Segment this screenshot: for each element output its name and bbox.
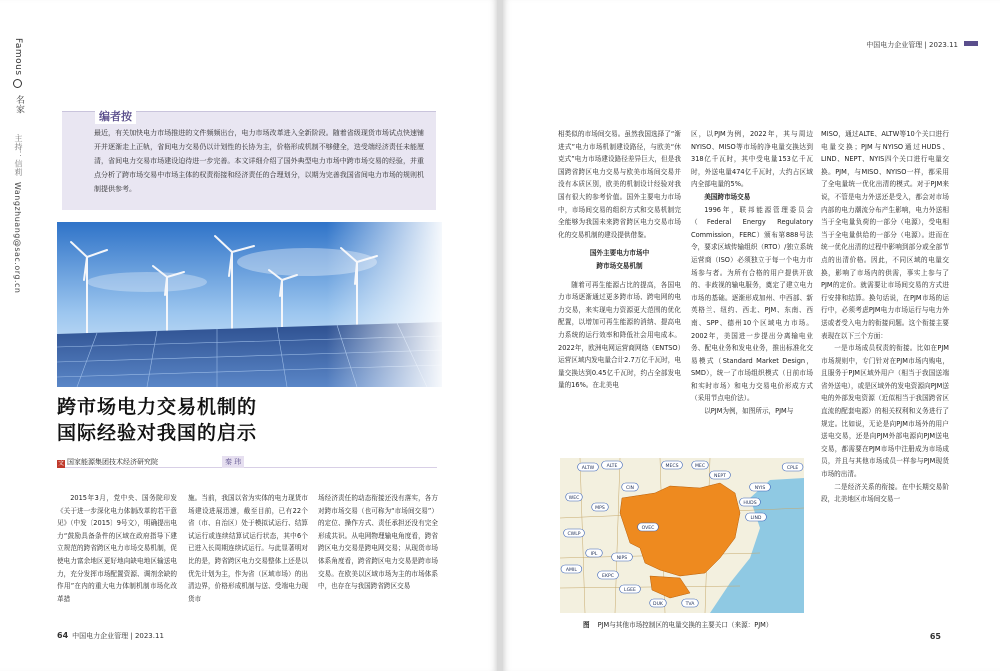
svg-text:NIPS: NIPS — [616, 556, 628, 562]
paragraph: 以PJM为例，如图所示，PJM与 — [704, 407, 794, 416]
svg-text:CIN: CIN — [626, 486, 634, 492]
paragraph: MISO，通过ALTE、ALTW等10个关口进行电量交换；PJM与NYISO通过HUDS、LIND、NEPT、NYIS四个关口进行电量交换。PJM，与MISO、NYISO一样，都采用了全电量统一优化出清的模式。对于PJM来说，不管是电力外送还是受入，都会对市场内部的电力潮流分布产生影响，电力外送相当于全电量负荷的一部分（电源），受电相当于全电量供给的一部分（电源）。进而在统一优化出清的过程中影响到部分或全部节点的出清价格。因此，不同区域的电量交换，影响了市场内的供需，事实上参与了PJM的定价。就需要让市场间交易的方式进行安排和结算。换句话说，在PJM市场的运行中，必须考虑PJM电力市场运行与电力外送或者受入电力的衔接问题。这个衔接主要表现在以下三个方面： — [821, 130, 949, 340]
map-tag-wec — [566, 493, 583, 501]
right-folio — [930, 632, 945, 641]
map-tag-ekpc — [598, 571, 619, 579]
right-column-1 — [558, 128, 681, 450]
map-tag-huds — [740, 498, 761, 506]
page-number: 65 — [929, 632, 941, 641]
paragraph: 相类似的市场间交易。虽然我国选择了“渐进式”电力市场机制建设路径，与欧美“休克式”电力市场建设路径差异巨大，但是我国跨省跨区电力交易与欧美市场间交易并没有本质区别，欧美的机制设计经验对我国有很大的参考价值。国外主要电力市场中，市场间交易的组织方式和交易机制完全能够为我国未来跨省跨区电力交易市场化的交易机制的建设提供借鉴。 — [558, 130, 681, 239]
paragraph: 随着可再生能源占比的提高，各国电力市场逐渐通过更多跨市场、跨电网的电力交易，来实现电力资源更大范围的优化配置，以增加可再生能源的消纳、提高电力系统的运行效率和降低社会用电成本。2022年，欧洲电网运营商网络（ENTSO）运营区域内发电量合计2.7万亿千瓦时，电量交换达到0.45亿千瓦时，约占全部发电量的16%。在北美电 — [558, 280, 681, 390]
svg-text:DUK: DUK — [653, 602, 663, 608]
svg-text:NYIS: NYIS — [754, 486, 766, 492]
page-number: 64 — [57, 631, 69, 640]
svg-text:HUDS: HUDS — [743, 501, 757, 507]
map-tag-lgee — [620, 585, 641, 593]
map-tag-alte — [602, 461, 623, 469]
paragraph: 场经济责任的动态衔接还没有落实，各方对跨市场交易（也可称为“市场间交易”）的定位、操作方式、责任承担还没有完全形成共识。从电网物理输电角度看，跨省跨区电力交易是跨电网交易；从现货市场体系角度看，跨省跨区电力交易是跨市场交易。在欧美以区域市场为主的市场体系中，也存在与我国跨省跨区交易 — [318, 494, 438, 591]
article-title — [57, 394, 257, 446]
editor-note-text: 最近，有关加快电力市场推进的文件频频出台，电力市场改革进入全新阶段。随着省级现货市场试点快速铺开并逐渐走上正轨，省间电力交易仍以计划性的长协为主，价格形成机制不够健全，迭受端经济责任未能厘清，省间电力交易市场建设迫待进一步完善。本文详细介绍了国外典型电力市场中跨市场交易的经验，并重点分析了跨市场交易中市场主体的权责衔接和经济责任的合理划分，以期为完善我国省间电力市场的规则机制提供参考。 — [94, 129, 424, 193]
section-heading-1: 国外主要电力市场中 — [589, 249, 650, 258]
map-tag-duk — [650, 599, 667, 607]
org-mark: 文 — [57, 460, 64, 467]
author-org — [57, 457, 158, 468]
svg-text:MEC: MEC — [694, 464, 706, 470]
svg-text:CPLE: CPLE — [786, 466, 799, 472]
side-brand: Famous — [13, 38, 23, 76]
hero-image — [57, 222, 442, 387]
svg-text:IPL: IPL — [590, 552, 598, 558]
map-tag-ipl — [586, 549, 603, 557]
author-name: 秦 玮 — [222, 456, 244, 468]
paragraph: 一是市场成员权责的衔接。比如在PJM市场规则中，专门针对在PJM市场内购电，且服务于PJM区域外用户（相当于我国送端省外送电），或是区域外的发电资源向PJM送电的外部发电资源（近似相当于我国跨省区直流的配套电源）的相关权利和义务进行了规定。比如说，无论是向PJM市场外的用户送电交易，还是向PJM外部电源向PJM送电交易，都需要在PJM市场中注册成为市场成员，并且与其他市场成员一样参与PJM现货市场的出清。 — [821, 344, 949, 479]
figure-label: 图 — [583, 621, 590, 629]
svg-text:ALTW: ALTW — [581, 466, 595, 472]
side-brand-cn: 名家 — [14, 94, 24, 114]
svg-text:MECS: MECS — [665, 464, 679, 470]
map-tag-mec — [692, 461, 709, 469]
pjm-interface-map — [560, 458, 804, 613]
circle-icon — [13, 79, 22, 88]
wind-solar-illustration — [57, 222, 442, 387]
left-page — [0, 0, 497, 671]
map-tag-mps — [592, 503, 609, 511]
folio-text: 中国电力企业管理 | 2023.11 — [72, 632, 164, 640]
author-bar — [57, 457, 437, 468]
svg-text:OVEC: OVEC — [641, 526, 655, 532]
map-tag-nips — [612, 553, 633, 561]
svg-text:EKPC: EKPC — [602, 574, 614, 580]
svg-text:TVA: TVA — [685, 602, 695, 608]
svg-text:LIND: LIND — [750, 516, 762, 522]
side-email: Wangzhuang@sac.org.cn — [13, 182, 22, 294]
map-tag-cwlp — [564, 529, 585, 537]
svg-text:ALTE: ALTE — [606, 464, 618, 470]
left-column-1 — [57, 492, 177, 620]
svg-text:LGEE: LGEE — [624, 588, 636, 594]
map-tag-nyis — [750, 483, 771, 491]
paragraph: 区，以PJM为例，2022年，其与周边NYISO、MISO等市场的净电量交换达到318亿千瓦时，其中受电量153亿千瓦时，外送电量474亿千瓦时，大约占区域内全部电量的5%。 — [691, 130, 813, 189]
map-tag-tva — [682, 599, 699, 607]
left-folio — [57, 631, 164, 641]
map-tag-altw — [578, 463, 599, 471]
map-tag-nept — [710, 471, 731, 479]
paragraph: 2015年3月，党中央、国务院印发《关于进一步深化电力体制改革的若干意见》（中发〔2015〕9号文），明确提出电力“鼓励具备条件的区域在政府指导下建立规范的跨省跨区电力市场交易机制，促使电力富余地区更好地向缺电地区输送电力，充分发挥市场配置资源、调剂余缺的作用”在内的重大电力体制机制市场化改革措 — [57, 494, 177, 603]
right-page — [503, 0, 1000, 671]
editor-note-title: 编者按 — [95, 108, 136, 124]
title-line-2: 国际经验对我国的启示 — [57, 422, 258, 444]
figure-caption: PJM与其他市场控制区的电量交换的主要关口（来源：PJM） — [597, 621, 773, 629]
map-svg — [560, 458, 804, 613]
map-tag-cple — [782, 463, 803, 471]
paragraph: 施。当前，我国以省为实体的电力现货市场建设进展迅速，截至目前，已有22个省（市、自治区）处于模拟试运行、结算试运行或连续结算试运行状态，其中6个已进入长周期连续试运行。与此显著明对比的是，跨省跨区电力交易整体上还是以优先计划为主，作为省（区域市场）的出清边界，价格形成机制与送、受端电力现货市 — [188, 494, 308, 603]
svg-text:AMIL: AMIL — [565, 568, 577, 574]
org-name: 国家能源集团技术经济研究院 — [67, 458, 158, 466]
paragraph: 二是经济关系的衔接。在中长期交易阶段，北美地区市场间交易一 — [821, 482, 949, 504]
svg-text:CWLP: CWLP — [567, 532, 581, 538]
side-rail — [13, 38, 27, 294]
map-tag-ovec — [638, 523, 659, 531]
side-host-label: 主持：信莉 — [14, 133, 23, 177]
map-tag-lind — [746, 513, 767, 521]
running-head: 中国电力企业管理 | 2023.11 — [866, 41, 958, 49]
map-caption — [583, 619, 772, 629]
map-tag-amil — [561, 565, 582, 573]
running-head-mark — [964, 41, 978, 46]
section-heading-2: 跨市场交易机制 — [596, 261, 643, 270]
subsection-heading: 美国跨市场交易 — [704, 192, 751, 201]
map-tag-mecs — [662, 461, 683, 469]
svg-text:WEC: WEC — [568, 496, 580, 502]
right-column-2 — [691, 128, 813, 450]
map-tag-cin — [622, 483, 639, 491]
title-line-1: 跨市场电力交易机制的 — [57, 396, 258, 418]
svg-text:MPS: MPS — [595, 506, 605, 512]
left-column-3 — [318, 492, 438, 620]
svg-text:NEPT: NEPT — [714, 474, 726, 480]
paragraph: 1996年，联邦能源管理委员会（Federal Energy Regulatory Commission，FERC）颁布第888号法令，要求区域传输组织（RTO）/独立系统运营商（ISO）必须独立于每一个电力市场参与者。为所有合格的用户提供开放的、非歧视的输电服务，奠定了建立电力市场的基础。逐渐形成加州、中西部、新英格兰、纽约、西北、PJM、东南、西南、SPP、德州10个区域电力市场。2002年，美国进一步提出分离输电业务、配电业务和发电业务，推出标准化交易模式（Standard Market Design，SMD），统一了市场组织模式（日前市场和实时市场）和电力交易电价形成方式（采用节点电价法）。 — [691, 205, 813, 403]
right-column-3 — [821, 128, 949, 618]
left-column-2 — [188, 492, 308, 620]
